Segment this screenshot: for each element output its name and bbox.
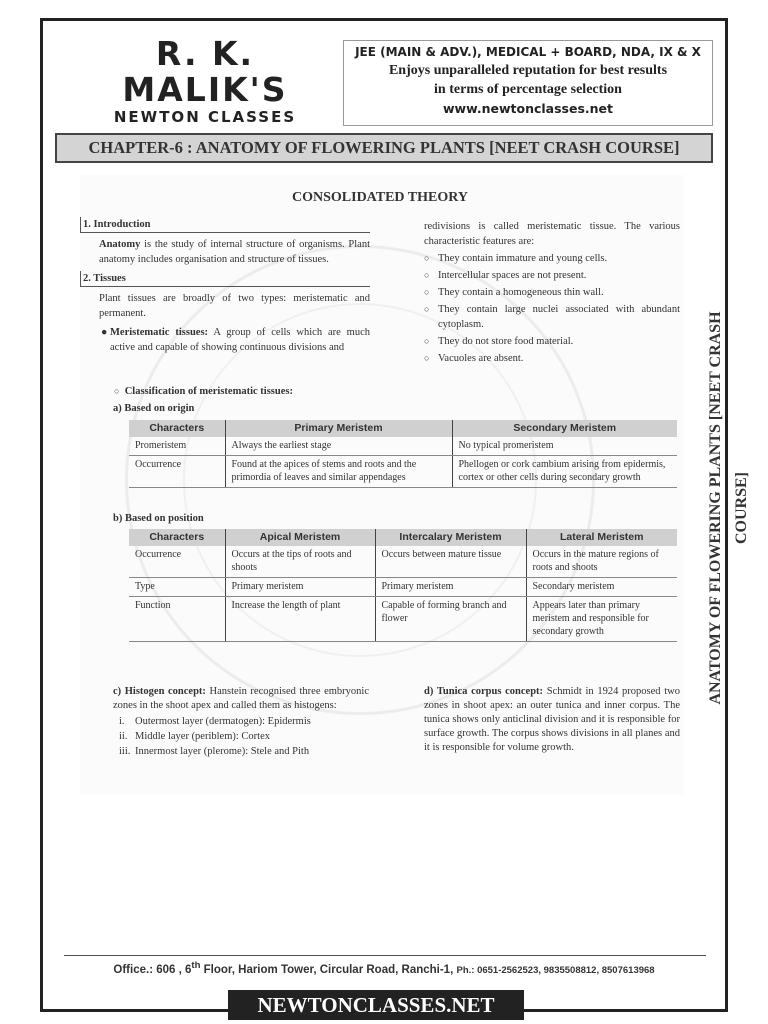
list-item — [424, 285, 680, 300]
intro-term: Anatomy — [99, 239, 141, 250]
table-row — [129, 456, 677, 488]
origin-heading: a) Based on origin — [113, 403, 195, 414]
item-number: iii. — [119, 746, 131, 757]
bullet-icon: ● — [101, 327, 108, 338]
classification-heading — [114, 386, 293, 397]
table-header-cell: Intercalary Meristem — [375, 529, 526, 546]
histogen-paragraph — [113, 685, 369, 713]
table-header-row — [129, 420, 677, 437]
table-cell: Always the earliest stage — [225, 437, 452, 456]
table-header-cell: Primary Meristem — [225, 420, 452, 437]
feature-text: They do not store food material. — [438, 336, 574, 347]
office-address-text: Floor, Hariom Tower, Circular Road, Ranchi-1, — [200, 963, 457, 976]
list-item — [424, 302, 680, 332]
table-row — [129, 578, 677, 597]
origin-table — [129, 420, 677, 488]
meristematic-text: A group of cells which are much active and capable of showing continuous divisions and — [110, 327, 370, 353]
office-address — [40, 960, 728, 976]
position-table — [129, 529, 677, 642]
table-header-cell: Apical Meristem — [225, 529, 375, 546]
list-item — [424, 351, 680, 366]
histogen-list — [113, 715, 369, 759]
office-prefix: Office.: 606 , 6 — [113, 963, 192, 976]
intro-heading: 1. Introduction — [80, 217, 370, 233]
table-cell: No typical promeristem — [452, 437, 677, 456]
table-cell: Occurrence — [129, 546, 225, 578]
tunica-section — [424, 685, 680, 755]
feature-text: They contain large nuclei associated with abundant cytoplasm. — [438, 304, 680, 330]
office-superscript: th — [191, 960, 201, 971]
side-title: ANATOMY OF FLOWERING PLANTS [NEET CRASH COURSE] — [707, 311, 750, 705]
item-number: ii. — [119, 731, 128, 742]
website: www.newtonclasses.net — [442, 101, 613, 116]
circle-bullet-icon: ○ — [114, 386, 120, 396]
meristematic-bullet — [80, 325, 370, 355]
table-cell: Appears later than primary meristem and responsible for secondary growth — [526, 597, 677, 642]
intro-paragraph — [80, 237, 370, 267]
features-list — [424, 251, 680, 366]
table-row — [129, 437, 677, 456]
table-cell: Secondary meristem — [526, 578, 677, 597]
circle-bullet-icon: ○ — [424, 270, 430, 280]
tunica-label: d) Tunica corpus concept: — [424, 686, 544, 697]
footer-brand: NEWTONCLASSES.NET — [228, 990, 524, 1020]
table-cell: Found at the apices of stems and roots and the primordia of leaves and similar appendages — [225, 456, 452, 488]
list-item — [424, 251, 680, 266]
table-cell: Capable of forming branch and flower — [375, 597, 526, 642]
tagline-2: in terms of percentage selection — [434, 82, 622, 97]
intro-text: is the study of internal structure of organisms. Plant anatomy includes organisation and structure of tissues. — [99, 239, 370, 265]
phone-numbers: Ph.: 0651-2562523, 9835508812, 8507613968 — [456, 964, 655, 976]
chapter-title: CHAPTER-6 : ANATOMY OF FLOWERING PLANTS [NEET CRASH COURSE] — [55, 133, 713, 163]
list-item — [113, 730, 369, 744]
histogen-section — [113, 685, 369, 760]
table-cell: Occurs between mature tissue — [375, 546, 526, 578]
logo-name: R. K. MALIK'S — [122, 34, 288, 109]
list-item — [424, 334, 680, 349]
table-cell: Occurs at the tips of roots and shoots — [225, 546, 375, 578]
table-row — [129, 546, 677, 578]
tagline-1: Enjoys unparalleled reputation for best results — [388, 63, 668, 78]
item-text: Outermost layer (dermatogen): Epidermis — [135, 716, 311, 727]
feature-text: Vacuoles are absent. — [438, 353, 524, 364]
header-info-box — [343, 40, 713, 126]
classification-text: Classification of meristematic tissues: — [124, 386, 293, 397]
table-cell: Primary meristem — [375, 578, 526, 597]
table-header-cell: Characters — [129, 529, 225, 546]
table-row — [129, 597, 677, 642]
histogen-text: Hanstein recognised three embryonic zones in the shoot apex and called them as histogens: — [113, 686, 369, 711]
table-header-cell: Secondary Meristem — [452, 420, 677, 437]
table-cell: Occurs in the mature regions of roots and shoots — [526, 546, 677, 578]
table-cell: Occurrence — [129, 456, 225, 488]
circle-bullet-icon: ○ — [424, 304, 430, 314]
continuation-text: redivisions is called meristematic tissue. The various characteristic features are: — [424, 221, 680, 247]
circle-bullet-icon: ○ — [424, 353, 430, 363]
item-text: Innermost layer (plerome): Stele and Pith — [135, 746, 310, 757]
table-header-cell: Characters — [129, 420, 225, 437]
item-text: Middle layer (periblem): Cortex — [135, 731, 270, 742]
footer-divider — [64, 955, 706, 956]
circle-bullet-icon: ○ — [424, 253, 430, 263]
logo-subtitle: NEWTON CLASSES — [113, 108, 297, 126]
table-cell: Promeristem — [129, 437, 225, 456]
logo — [80, 36, 330, 126]
feature-text: They contain immature and young cells. — [438, 253, 608, 264]
tissues-paragraph: Plant tissues are broadly of two types: meristematic and permanent. — [99, 293, 370, 319]
table-cell: Function — [129, 597, 225, 642]
section-title: CONSOLIDATED THEORY — [292, 190, 468, 205]
table-cell: Phellogen or cork cambium arising from epidermis, cortex or other cells during secondary growth — [452, 456, 677, 488]
circle-bullet-icon: ○ — [424, 336, 430, 346]
table-cell: Primary meristem — [225, 578, 375, 597]
exam-list: JEE (MAIN & ADV.), MEDICAL + BOARD, NDA, IX & X — [355, 45, 701, 59]
table-header-row — [129, 529, 677, 546]
list-item — [113, 715, 369, 729]
feature-text: They contain a homogeneous thin wall. — [438, 287, 604, 298]
meristematic-term: Meristematic tissues: — [110, 327, 209, 338]
tissues-heading: 2. Tissues — [80, 271, 370, 287]
feature-text: Intercellular spaces are not present. — [438, 270, 587, 281]
table-header-cell: Lateral Meristem — [526, 529, 677, 546]
histogen-label: c) Histogen concept: — [113, 686, 206, 697]
right-column — [424, 219, 680, 368]
list-item — [424, 268, 680, 283]
left-column — [80, 217, 370, 355]
table-cell: Increase the length of plant — [225, 597, 375, 642]
item-number: i. — [119, 716, 125, 727]
position-heading: b) Based on position — [113, 513, 204, 524]
circle-bullet-icon: ○ — [424, 287, 430, 297]
table-cell: Type — [129, 578, 225, 597]
list-item — [113, 745, 369, 759]
tunica-text: Schmidt in 1924 proposed two zones in shoot apex: an outer tunica and inner corpus. The tunica shows only anticlinal division and it is responsible for surface growth. The corpus shows divisions in all planes and it is responsible for volume growth. — [424, 686, 680, 753]
